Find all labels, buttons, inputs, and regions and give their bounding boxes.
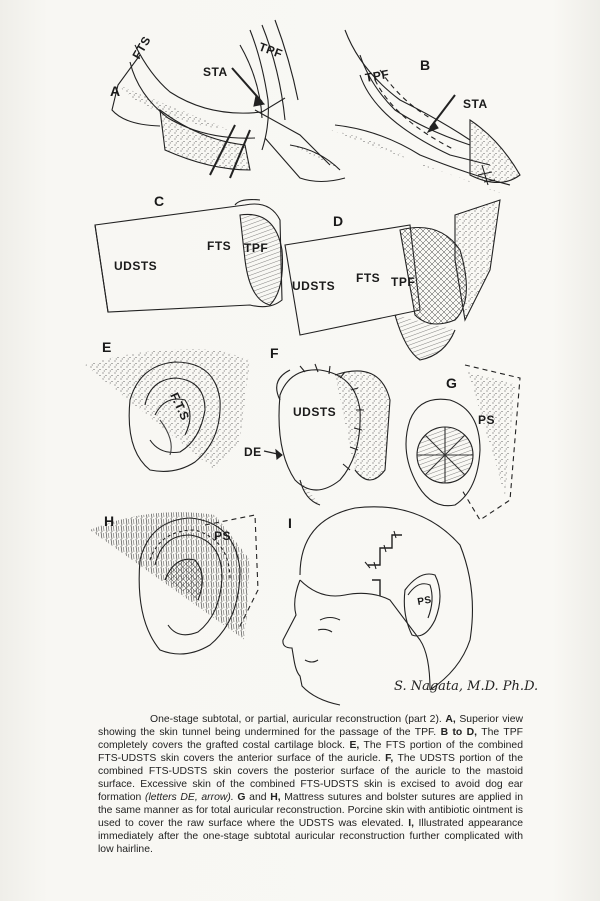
- caption-text-e: The FTS portion of the combined FTS-UDSTS skin covers the anterior surface of the auricle.: [98, 740, 523, 764]
- panel-label-g: G: [446, 375, 457, 391]
- caption-and: and: [249, 792, 267, 803]
- panel-b-drawing: [330, 30, 520, 195]
- panel-label-a: A: [110, 83, 121, 99]
- panel-i-drawing: [283, 507, 473, 705]
- caption-key-f: F,: [385, 753, 394, 764]
- label-b-sta: STA: [463, 97, 488, 111]
- label-d-tpf: TPF: [391, 275, 416, 289]
- label-f-udsts: UDSTS: [293, 405, 337, 419]
- panel-g-drawing: [406, 365, 520, 520]
- caption-text-a: Superior view showing the skin tunnel being undermined for the passage of the TPF.: [98, 714, 524, 738]
- label-i-ps: PS: [416, 594, 433, 608]
- label-b-tpf: TPF: [364, 66, 391, 85]
- label-e-fts: F.T.S: [167, 390, 193, 423]
- caption-key-h: H,: [270, 792, 281, 803]
- figure-caption: [98, 713, 523, 856]
- panel-label-i: I: [288, 515, 292, 531]
- label-a-sta: STA: [203, 65, 228, 79]
- caption-text-b-to-d: The TPF completely covers the grafted costal cartilage block.: [98, 727, 524, 751]
- caption-lead: One-stage subtotal, or partial, auricular reconstruction (part 2).: [150, 714, 442, 725]
- label-f-de: DE: [244, 445, 262, 459]
- panel-label-f: F: [270, 345, 279, 361]
- label-g-ps: PS: [478, 413, 496, 427]
- panel-h-drawing: [90, 512, 258, 654]
- caption-key-g: G: [237, 792, 246, 803]
- label-d-fts: FTS: [356, 271, 381, 285]
- label-a-tpf: TPF: [256, 39, 285, 62]
- caption-text-g-h: Mattress sutures and bolster sutures are applied in the same manner as for total auricular reconstruction. Porcine skin with antibiotic ointment is used to cover the raw surface where the UDSTS was elevated.: [98, 792, 524, 829]
- panel-f-drawing: [264, 364, 390, 505]
- panel-label-c: C: [154, 193, 165, 209]
- panel-c-drawing: [95, 200, 283, 312]
- label-a-fts: FTS: [129, 33, 154, 62]
- caption-text-f-italic: (letters DE, arrow).: [145, 792, 234, 803]
- illustrator-signature: S. Nagata, M.D. Ph.D.: [394, 679, 539, 694]
- caption-key-b-to-d: B to D,: [440, 727, 478, 738]
- label-c-tpf: TPF: [244, 241, 269, 255]
- panel-label-b: B: [420, 57, 431, 73]
- panel-label-e: E: [102, 339, 112, 355]
- panel-e-drawing: [85, 349, 250, 471]
- caption-key-a: A,: [445, 714, 456, 725]
- panel-label-d: D: [333, 213, 344, 229]
- caption-text-i: Illustrated appearance immediately after the one-stage subtotal auricular reconstruction further complicated with low hairline.: [98, 818, 524, 855]
- label-c-fts: FTS: [207, 239, 232, 253]
- label-h-ps: PS: [214, 529, 232, 543]
- label-d-udsts: UDSTS: [292, 279, 336, 293]
- label-c-udsts: UDSTS: [114, 259, 158, 273]
- caption-text-f: The UDSTS portion of the combined FTS-UDSTS skin covers the posterior surface of the auricle to the mastoid surface. Excessive skin of the combined FTS-UDSTS skin is excised to avoid dog ear formation: [98, 753, 523, 803]
- caption-key-e: E,: [349, 740, 360, 751]
- caption-key-i: I,: [408, 818, 415, 829]
- panel-label-h: H: [104, 513, 115, 529]
